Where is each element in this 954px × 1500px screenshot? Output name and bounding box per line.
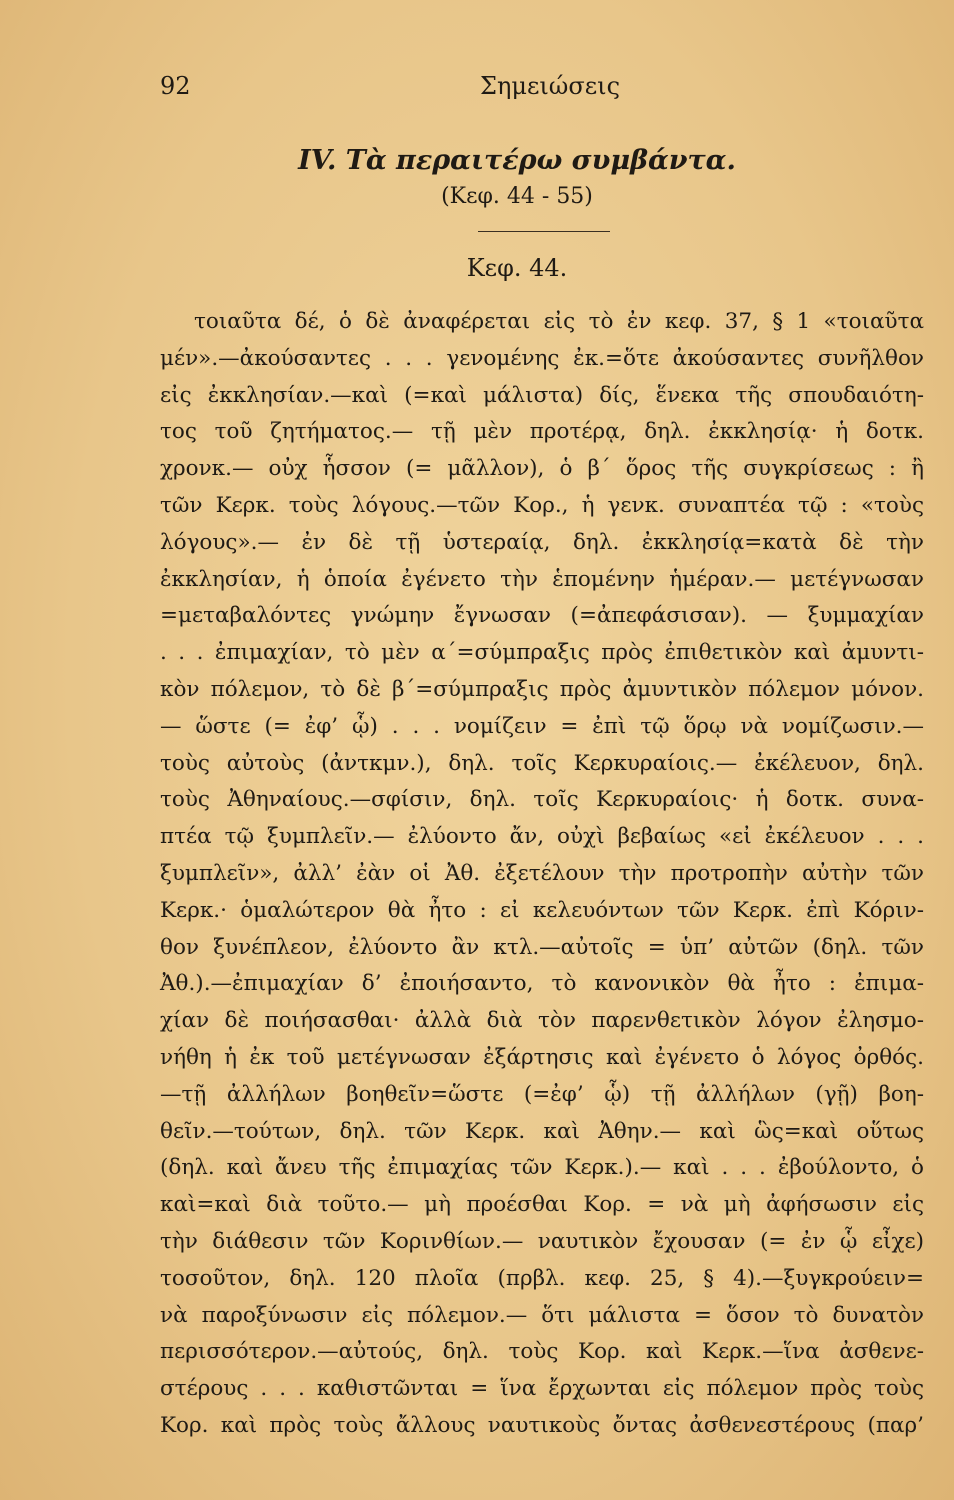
body-line: τῶν Κερκ. τοὺς λόγους.—τῶν Κορ., ἡ γενκ. συναπτέα τῷ : «τοὺς bbox=[160, 492, 924, 518]
body-line: τοὺς Ἀθηναίους.—σφίσιν, δηλ. τοῖς Κερκυραίοις· ἡ δοτκ. συνα- bbox=[160, 787, 924, 813]
body-line: καὶ=καὶ διὰ τοῦτο.— μὴ προέσθαι Κορ. = νὰ μὴ ἀφήσωσιν εἰς bbox=[160, 1192, 924, 1218]
body-line: Κορ. καὶ πρὸς τοὺς ἄλλους ναυτικοὺς ὄντας ἀσθενεστέρους (παρ’ bbox=[160, 1412, 924, 1438]
body-line: κὸν πόλεμον, τὸ δὲ β΄=σύμπραξις πρὸς ἀμυντικὸν πόλεμον μόνον. bbox=[160, 676, 924, 702]
body-line: λόγους».— ἐν δὲ τῇ ὑστεραίᾳ, δηλ. ἐκκλησίᾳ=κατὰ δὲ τὴν bbox=[160, 529, 924, 555]
body-line: τος τοῦ ζητήματος.— τῇ μὲν προτέρᾳ, δηλ. ἐκκλησίᾳ· ἡ δοτκ. bbox=[160, 419, 924, 445]
body-line: μέν».—ἀκούσαντες . . . γενομένης ἐκ.=ὅτε ἀκούσαντες συνῆλθον bbox=[160, 345, 924, 371]
page-number: 92 bbox=[160, 72, 191, 100]
body-line: πτέα τῷ ξυμπλεῖν.— ἐλύοντο ἄν, οὐχὶ βεβαίως «εἰ ἐκέλευον . . . bbox=[160, 824, 924, 850]
body-line: Ἀθ.).—ἐπιμαχίαν δ’ ἐποιήσαντο, τὸ κανονικὸν θὰ ἦτο : ἐπιμα- bbox=[160, 971, 924, 997]
body-line: θεῖν.—τούτων, δηλ. τῶν Κερκ. καὶ Ἀθην.— καὶ ὣς=καὶ οὕτως bbox=[160, 1118, 924, 1144]
section-title: IV. Τὰ περαιτέρω συμβάντα. bbox=[298, 145, 736, 176]
body-line: . . . ἐπιμαχίαν, τὸ μὲν α΄=σύμπραξις πρὸς ἐπιθετικὸν καὶ ἀμυντι- bbox=[160, 640, 924, 666]
body-line: στέρους . . . καθιστῶνται = ἵνα ἔρχωνται εἰς πόλεμον πρὸς τοὺς bbox=[160, 1376, 924, 1402]
body-line: εἰς ἐκκλησίαν.—καὶ (=καὶ μάλιστα) δίς, ἕνεκα τῆς σπουδαιότη- bbox=[160, 382, 924, 408]
body-line: ξυμπλεῖν», ἀλλ’ ἐὰν οἱ Ἀθ. ἐξετέλουν τὴν προτροπὴν αὐτὴν τῶν bbox=[160, 860, 924, 886]
body-line: (δηλ. καὶ ἄνευ τῆς ἐπιμαχίας τῶν Κερκ.).— καὶ . . . ἐβούλοντο, ὁ bbox=[160, 1155, 924, 1181]
body-line: Κερκ.· ὁμαλώτερον θὰ ἦτο : εἰ κελευόντων τῶν Κερκ. ἐπὶ Κόριν- bbox=[160, 897, 924, 923]
body-line: νὰ παροξύνωσιν εἰς πόλεμον.— ὅτι μάλιστα = ὅσον τὸ δυνατὸν bbox=[160, 1302, 924, 1328]
body-line: =μεταβαλόντες γνώμην ἔγνωσαν (=ἀπεφάσισαν). — ξυμμαχίαν bbox=[160, 603, 924, 629]
body-line: τὴν διάθεσιν τῶν Κορινθίων.— ναυτικὸν ἔχουσαν (= ἐν ᾧ εἶχε) bbox=[160, 1228, 924, 1254]
body-line: θον ξυνέπλεον, ἐλύοντο ἂν κτλ.—αὐτοῖς = ὑπ’ αὐτῶν (δηλ. τῶν bbox=[160, 934, 924, 960]
body-line: —τῇ ἀλλήλων βοηθεῖν=ὥστε (=ἐφ’ ᾧ) τῇ ἀλλήλων (γῇ) βοη- bbox=[160, 1081, 924, 1107]
body-line: τοιαῦτα δέ, ὁ δὲ ἀναφέρεται εἰς τὸ ἐν κεφ. 37, § 1 «τοιαῦτα bbox=[194, 309, 924, 334]
body-line: — ὥστε (= ἐφ’ ᾧ) . . . νομίζειν = ἐπὶ τῷ ὅρῳ νὰ νομίζωσιν.— bbox=[160, 713, 924, 739]
body-line: νήθη ἡ ἐκ τοῦ μετέγνωσαν ἐξάρτησις καὶ ἐγένετο ὁ λόγος ὀρθός. bbox=[160, 1044, 924, 1070]
body-line: τοσοῦτον, δηλ. 120 πλοῖα (πρβλ. κεφ. 25, § 4).—ξυγκρούειν= bbox=[160, 1265, 924, 1291]
divider-rule bbox=[478, 231, 610, 232]
page-header bbox=[160, 72, 624, 108]
body-line: περισσότερον.—αὐτούς, δηλ. τοὺς Κορ. καὶ Κερκ.—ἵνα ἀσθενε- bbox=[160, 1339, 924, 1365]
body-line: χρονκ.— οὐχ ἧσσον (= μᾶλλον), ὁ β΄ ὅρος τῆς συγκρίσεως : ἢ bbox=[160, 456, 924, 482]
body-line: ἐκκλησίαν, ἡ ὁποία ἐγένετο τὴν ἑπομένην ἡμέραν.— μετέγνωσαν bbox=[160, 566, 924, 592]
commentary-body bbox=[160, 304, 924, 1445]
section-chapter-range: (Κεφ. 44 - 55) bbox=[441, 184, 593, 209]
body-line: χίαν δὲ ποιήσασθαι· ἀλλὰ διὰ τὸν παρενθετικὸν λόγον ἐλησμο- bbox=[160, 1008, 924, 1034]
body-line: τοὺς αὐτοὺς (ἀντκμν.), δηλ. τοῖς Κερκυραίοις.— ἐκέλευον, δηλ. bbox=[160, 750, 924, 776]
running-head: Σημειώσεις bbox=[480, 72, 621, 100]
chapter-heading: Κεφ. 44. bbox=[466, 254, 568, 282]
